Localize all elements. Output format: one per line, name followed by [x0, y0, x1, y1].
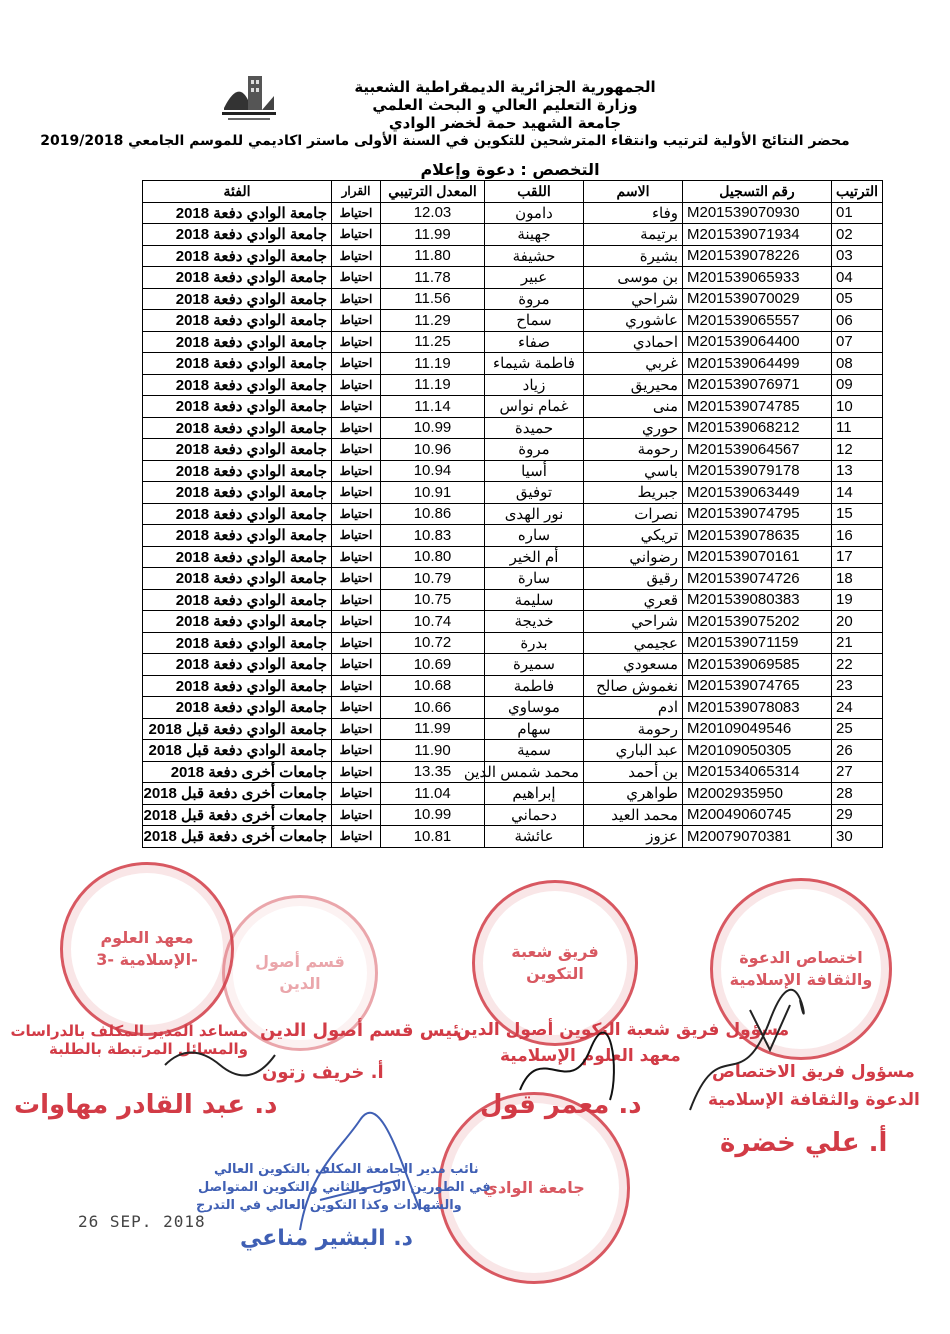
cell-reg-number: M201539078635 — [683, 525, 832, 547]
cell-rank: 29 — [832, 804, 883, 826]
cell-reg-number: M201539080383 — [683, 589, 832, 611]
cell-average: 10.72 — [381, 632, 485, 654]
cell-surname: غمام نواس — [485, 396, 584, 418]
cell-surname: فاطمة — [485, 675, 584, 697]
cell-name: مسعودي — [584, 654, 683, 676]
cell-rank: 30 — [832, 826, 883, 848]
header-republic: الجمهورية الجزائرية الديمقراطية الشعبية — [354, 78, 656, 96]
cell-surname: حميدة — [485, 417, 584, 439]
cell-reg-number: M20109049546 — [683, 718, 832, 740]
cell-decision: احتياط — [332, 654, 381, 676]
cell-surname: سليمة — [485, 589, 584, 611]
cell-surname: موساوي — [485, 697, 584, 719]
table-row — [143, 396, 883, 418]
table-row — [143, 202, 883, 224]
cell-surname: جهينة — [485, 224, 584, 246]
cell-category: جامعة الوادي دفعة 2018 — [143, 546, 332, 568]
cell-rank: 18 — [832, 568, 883, 590]
cell-average: 11.04 — [381, 783, 485, 805]
table-row — [143, 783, 883, 805]
results-table — [142, 180, 883, 848]
col-surname-header: اللقب — [485, 181, 584, 203]
cell-name: عاشوري — [584, 310, 683, 332]
cell-category: جامعة الوادي دفعة قبل 2018 — [143, 740, 332, 762]
cell-name: رضواني — [584, 546, 683, 568]
col-name-header: الاسم — [584, 181, 683, 203]
cell-rank: 16 — [832, 525, 883, 547]
cell-surname: سارة — [485, 568, 584, 590]
table-row — [143, 353, 883, 375]
col-average-header: المعدل الترتيبي — [381, 181, 485, 203]
cell-reg-number: M201539074785 — [683, 396, 832, 418]
cell-average: 10.86 — [381, 503, 485, 525]
cell-reg-number: M201539079178 — [683, 460, 832, 482]
cell-average: 10.81 — [381, 826, 485, 848]
cell-name: طواهري — [584, 783, 683, 805]
cell-decision: احتياط — [332, 331, 381, 353]
cell-name: عبد الباري — [584, 740, 683, 762]
cell-category: جامعة الوادي دفعة 2018 — [143, 589, 332, 611]
institute-stamp — [60, 862, 234, 1036]
table-row — [143, 417, 883, 439]
cell-category: جامعة الوادي دفعة 2018 — [143, 396, 332, 418]
cell-surname: سمية — [485, 740, 584, 762]
cell-name: برتيمة — [584, 224, 683, 246]
cell-name: نغموش صالح — [584, 675, 683, 697]
cell-decision: احتياط — [332, 439, 381, 461]
training-team-stamp-text: فريق شعبة التكوين — [511, 942, 599, 983]
table-header-row — [143, 181, 883, 203]
cell-reg-number: M201539078226 — [683, 245, 832, 267]
header-minutes-title: محضر النتائج الأولية لترتيب وانتقاء المترشحين للتكوين في السنة الأولى ماستر اكاديمي للموسم الجامعي 2019/2018 — [40, 133, 850, 149]
cell-reg-number: M201539064499 — [683, 353, 832, 375]
cell-rank: 25 — [832, 718, 883, 740]
cell-name: نصرات — [584, 503, 683, 525]
cell-surname: فاطمة شيماء — [485, 353, 584, 375]
table-row — [143, 826, 883, 848]
cell-average: 11.29 — [381, 310, 485, 332]
cell-rank: 21 — [832, 632, 883, 654]
specialty-title: التخصص : دعوة وإعلام — [420, 160, 600, 179]
cell-category: جامعة الوادي دفعة 2018 — [143, 288, 332, 310]
cell-average: 11.78 — [381, 267, 485, 289]
cell-name: حوري — [584, 417, 683, 439]
header-university: جامعة الشهيد حمة لخضر الوادي — [388, 114, 622, 132]
cell-surname: نور الهدى — [485, 503, 584, 525]
cell-category: جامعات أخرى دفعة قبل 2018 — [143, 783, 332, 805]
institute-stamp-text: معهد العلوم الإسلامية -3- — [96, 928, 198, 969]
cell-reg-number: M201539071934 — [683, 224, 832, 246]
cell-category: جامعة الوادي دفعة 2018 — [143, 568, 332, 590]
cell-reg-number: M201539074795 — [683, 503, 832, 525]
cell-decision: احتياط — [332, 740, 381, 762]
cell-decision: احتياط — [332, 632, 381, 654]
cell-category: جامعة الوادي دفعة 2018 — [143, 353, 332, 375]
cell-rank: 22 — [832, 654, 883, 676]
cell-decision: احتياط — [332, 761, 381, 783]
cell-rank: 23 — [832, 675, 883, 697]
cell-category: جامعة الوادي دفعة 2018 — [143, 224, 332, 246]
cell-category: جامعات أخرى دفعة قبل 2018 — [143, 826, 332, 848]
cell-reg-number: M20079070381 — [683, 826, 832, 848]
cell-reg-number: M201539074726 — [683, 568, 832, 590]
cell-surname: سهام — [485, 718, 584, 740]
cell-name: محمد العيد — [584, 804, 683, 826]
cell-surname: صفاء — [485, 331, 584, 353]
signature-scribble-center — [510, 1030, 630, 1110]
cell-category: جامعات أخرى دفعة 2018 — [143, 761, 332, 783]
cell-decision: احتياط — [332, 353, 381, 375]
cell-category: جامعة الوادي دفعة 2018 — [143, 374, 332, 396]
cell-rank: 20 — [832, 611, 883, 633]
cell-name: محيريق — [584, 374, 683, 396]
col-reg-header: رقم التسجيل — [683, 181, 832, 203]
table-row — [143, 245, 883, 267]
right-signatory-sub: الدعوة والثقافة الإسلامية — [708, 1090, 920, 1110]
right-signatory-name: أ. علي خضرة — [720, 1128, 888, 1158]
cell-reg-number: M2002935950 — [683, 783, 832, 805]
left-signatory-name: أ. خريف زتون — [262, 1062, 384, 1083]
cell-name: وفاء — [584, 202, 683, 224]
cell-average: 11.25 — [381, 331, 485, 353]
cell-category: جامعة الوادي دفعة 2018 — [143, 697, 332, 719]
university-stamp-text: جامعة الوادي — [483, 1178, 585, 1197]
cell-category: جامعة الوادي دفعة 2018 — [143, 460, 332, 482]
cell-name: باسي — [584, 460, 683, 482]
bottom-signatory-name: د. البشير مناعي — [240, 1226, 413, 1251]
cell-average: 10.69 — [381, 654, 485, 676]
cell-name: جبريط — [584, 482, 683, 504]
cell-decision: احتياط — [332, 589, 381, 611]
cell-category: جامعة الوادي دفعة قبل 2018 — [143, 718, 332, 740]
cell-surname: أم الخير — [485, 546, 584, 568]
table-row — [143, 804, 883, 826]
cell-name: شراحي — [584, 288, 683, 310]
cell-surname: مروة — [485, 288, 584, 310]
table-row — [143, 288, 883, 310]
cell-category: جامعة الوادي دفعة 2018 — [143, 417, 332, 439]
cell-average: 12.03 — [381, 202, 485, 224]
cell-name: عزوز — [584, 826, 683, 848]
cell-category: جامعة الوادي دفعة 2018 — [143, 632, 332, 654]
bottom-signatory-title-3: والشهادات وكذا التكوين العالي في التدرج — [196, 1198, 462, 1213]
cell-average: 10.96 — [381, 439, 485, 461]
cell-decision: احتياط — [332, 245, 381, 267]
cell-rank: 08 — [832, 353, 883, 375]
specialty-stamp-text: اختصاص الدعوة والثقافة الإسلامية — [729, 948, 873, 989]
cell-name: تريكي — [584, 525, 683, 547]
table-row — [143, 697, 883, 719]
cell-rank: 09 — [832, 374, 883, 396]
cell-reg-number: M201539063449 — [683, 482, 832, 504]
table-row — [143, 632, 883, 654]
cell-decision: احتياط — [332, 611, 381, 633]
signature-scribble-bottom — [280, 1110, 440, 1240]
cell-surname: سماح — [485, 310, 584, 332]
cell-average: 10.91 — [381, 482, 485, 504]
cell-reg-number: M201539068212 — [683, 417, 832, 439]
cell-rank: 11 — [832, 417, 883, 439]
table-row — [143, 546, 883, 568]
cell-surname: إبراهيم — [485, 783, 584, 805]
table-row — [143, 374, 883, 396]
cell-average: 10.99 — [381, 804, 485, 826]
cell-decision: احتياط — [332, 718, 381, 740]
document-header — [0, 78, 950, 150]
cell-name: بن موسى — [584, 267, 683, 289]
cell-average: 10.75 — [381, 589, 485, 611]
cell-rank: 27 — [832, 761, 883, 783]
cell-category: جامعة الوادي دفعة 2018 — [143, 331, 332, 353]
cell-rank: 02 — [832, 224, 883, 246]
cell-surname: بدرة — [485, 632, 584, 654]
cell-average: 10.66 — [381, 697, 485, 719]
cell-category: جامعة الوادي دفعة 2018 — [143, 245, 332, 267]
cell-average: 11.19 — [381, 374, 485, 396]
table-row — [143, 654, 883, 676]
cell-decision: احتياط — [332, 460, 381, 482]
cell-reg-number: M201539076971 — [683, 374, 832, 396]
center-signatory-title: مسؤول فريق شعبة التكوين أصول الدين — [456, 1020, 790, 1040]
cell-reg-number: M201539064567 — [683, 439, 832, 461]
cell-average: 11.14 — [381, 396, 485, 418]
cell-average: 10.79 — [381, 568, 485, 590]
cell-reg-number: M201539070029 — [683, 288, 832, 310]
cell-name: قعري — [584, 589, 683, 611]
cell-decision: احتياط — [332, 288, 381, 310]
cell-name: احمادي — [584, 331, 683, 353]
cell-decision: احتياط — [332, 503, 381, 525]
cell-category: جامعة الوادي دفعة 2018 — [143, 267, 332, 289]
cell-category: جامعة الوادي دفعة 2018 — [143, 482, 332, 504]
cell-rank: 13 — [832, 460, 883, 482]
cell-rank: 04 — [832, 267, 883, 289]
cell-rank: 01 — [832, 202, 883, 224]
department-stamp-text: قسم أصول الدين — [255, 952, 345, 993]
cell-category: جامعة الوادي دفعة 2018 — [143, 310, 332, 332]
cell-name: رقيق — [584, 568, 683, 590]
cell-rank: 28 — [832, 783, 883, 805]
bottom-signatory-title-2: في الطورين الاول والثاني والتكوين المتواصل — [198, 1180, 491, 1195]
cell-reg-number: M201539075202 — [683, 611, 832, 633]
cell-decision: احتياط — [332, 568, 381, 590]
cell-surname: ساره — [485, 525, 584, 547]
cell-decision: احتياط — [332, 826, 381, 848]
cell-decision: احتياط — [332, 224, 381, 246]
cell-decision: احتياط — [332, 374, 381, 396]
left2-signatory-title: مساعد المدير المكلف بالدراسات والمسائل المرتبطة بالطلبة — [10, 1022, 248, 1058]
cell-reg-number: M201534065314 — [683, 761, 832, 783]
signature-scribble-left — [160, 1035, 280, 1085]
table-row — [143, 525, 883, 547]
cell-average: 11.80 — [381, 245, 485, 267]
cell-rank: 07 — [832, 331, 883, 353]
cell-name: رحومة — [584, 439, 683, 461]
cell-rank: 06 — [832, 310, 883, 332]
cell-category: جامعة الوادي دفعة 2018 — [143, 439, 332, 461]
cell-average: 10.80 — [381, 546, 485, 568]
cell-reg-number: M201539069585 — [683, 654, 832, 676]
cell-category: جامعة الوادي دفعة 2018 — [143, 202, 332, 224]
cell-name: رحومة — [584, 718, 683, 740]
cell-average: 10.68 — [381, 675, 485, 697]
cell-name: شراحي — [584, 611, 683, 633]
right-signatory-title: مسؤول فريق الاختصاص — [712, 1062, 915, 1082]
cell-category: جامعة الوادي دفعة 2018 — [143, 675, 332, 697]
cell-average: 11.99 — [381, 718, 485, 740]
table-row — [143, 460, 883, 482]
cell-rank: 03 — [832, 245, 883, 267]
cell-rank: 14 — [832, 482, 883, 504]
date-stamp: 26 SEP. 2018 — [78, 1212, 206, 1231]
cell-rank: 17 — [832, 546, 883, 568]
cell-surname: دامون — [485, 202, 584, 224]
left-signatory-title: رئيس قسم أصول الدين — [260, 1020, 470, 1041]
table-row — [143, 675, 883, 697]
cell-name: غربي — [584, 353, 683, 375]
center-signatory-name: د. معمر قول — [480, 1090, 642, 1120]
cell-surname: حشيفة — [485, 245, 584, 267]
cell-surname: أسيا — [485, 460, 584, 482]
cell-reg-number: M201539070930 — [683, 202, 832, 224]
cell-decision: احتياط — [332, 202, 381, 224]
cell-surname: مروة — [485, 439, 584, 461]
cell-name: بن أحمد — [584, 761, 683, 783]
col-decision-header: القرار — [332, 181, 381, 203]
cell-average: 10.94 — [381, 460, 485, 482]
table-row — [143, 589, 883, 611]
cell-decision: احتياط — [332, 675, 381, 697]
cell-decision: احتياط — [332, 804, 381, 826]
cell-rank: 15 — [832, 503, 883, 525]
cell-reg-number: M201539070161 — [683, 546, 832, 568]
cell-surname: سميرة — [485, 654, 584, 676]
col-rank-header: الترتيب — [832, 181, 883, 203]
signature-scribble-right — [680, 990, 830, 1130]
left2-signatory-name: د. عبد القادر مهاوات — [14, 1090, 278, 1120]
cell-surname: خديجة — [485, 611, 584, 633]
cell-rank: 12 — [832, 439, 883, 461]
cell-decision: احتياط — [332, 697, 381, 719]
cell-decision: احتياط — [332, 417, 381, 439]
cell-decision: احتياط — [332, 396, 381, 418]
cell-average: 10.99 — [381, 417, 485, 439]
cell-decision: احتياط — [332, 482, 381, 504]
cell-name: بشيرة — [584, 245, 683, 267]
cell-average: 11.99 — [381, 224, 485, 246]
cell-reg-number: M201539065933 — [683, 267, 832, 289]
table-row — [143, 267, 883, 289]
cell-surname: عبير — [485, 267, 584, 289]
table-row — [143, 482, 883, 504]
cell-average: 11.90 — [381, 740, 485, 762]
cell-reg-number: M201539078083 — [683, 697, 832, 719]
cell-decision: احتياط — [332, 546, 381, 568]
cell-rank: 19 — [832, 589, 883, 611]
cell-surname: زياد — [485, 374, 584, 396]
cell-reg-number: M201539064400 — [683, 331, 832, 353]
cell-reg-number: M20049060745 — [683, 804, 832, 826]
center-signatory-sub: معهد العلوم الإسلامية — [500, 1046, 681, 1066]
cell-reg-number: M201539071159 — [683, 632, 832, 654]
cell-reg-number: M201539074765 — [683, 675, 832, 697]
cell-decision: احتياط — [332, 525, 381, 547]
cell-category: جامعات أخرى دفعة قبل 2018 — [143, 804, 332, 826]
cell-decision: احتياط — [332, 267, 381, 289]
col-category-header: الفئة — [143, 181, 332, 203]
table-row — [143, 224, 883, 246]
cell-category: جامعة الوادي دفعة 2018 — [143, 654, 332, 676]
cell-category: جامعة الوادي دفعة 2018 — [143, 525, 332, 547]
bottom-signatory-title-1: نائب مدير الجامعة المكلف بالتكوين العالي — [214, 1162, 479, 1177]
cell-name: ادم — [584, 697, 683, 719]
cell-rank: 05 — [832, 288, 883, 310]
table-row — [143, 310, 883, 332]
table-row — [143, 761, 883, 783]
cell-surname: دحماني — [485, 804, 584, 826]
table-row — [143, 740, 883, 762]
cell-name: منى — [584, 396, 683, 418]
table-row — [143, 503, 883, 525]
cell-name: عجيمي — [584, 632, 683, 654]
header-ministry: وزارة التعليم العالي و البحث العلمي — [372, 96, 638, 114]
cell-average: 10.74 — [381, 611, 485, 633]
cell-average: 11.56 — [381, 288, 485, 310]
cell-decision: احتياط — [332, 310, 381, 332]
cell-surname: توفيق — [485, 482, 584, 504]
cell-decision: احتياط — [332, 783, 381, 805]
cell-average: 10.83 — [381, 525, 485, 547]
cell-average: 13.35 — [381, 761, 485, 783]
cell-reg-number: M20109050305 — [683, 740, 832, 762]
cell-category: جامعة الوادي دفعة 2018 — [143, 503, 332, 525]
cell-surname: محمد شمس الدين — [485, 761, 584, 783]
table-row — [143, 331, 883, 353]
table-row — [143, 568, 883, 590]
cell-rank: 24 — [832, 697, 883, 719]
table-row — [143, 611, 883, 633]
cell-rank: 10 — [832, 396, 883, 418]
cell-category: جامعة الوادي دفعة 2018 — [143, 611, 332, 633]
table-row — [143, 718, 883, 740]
table-row — [143, 439, 883, 461]
cell-average: 11.19 — [381, 353, 485, 375]
cell-reg-number: M201539065557 — [683, 310, 832, 332]
cell-rank: 26 — [832, 740, 883, 762]
cell-surname: عائشة — [485, 826, 584, 848]
